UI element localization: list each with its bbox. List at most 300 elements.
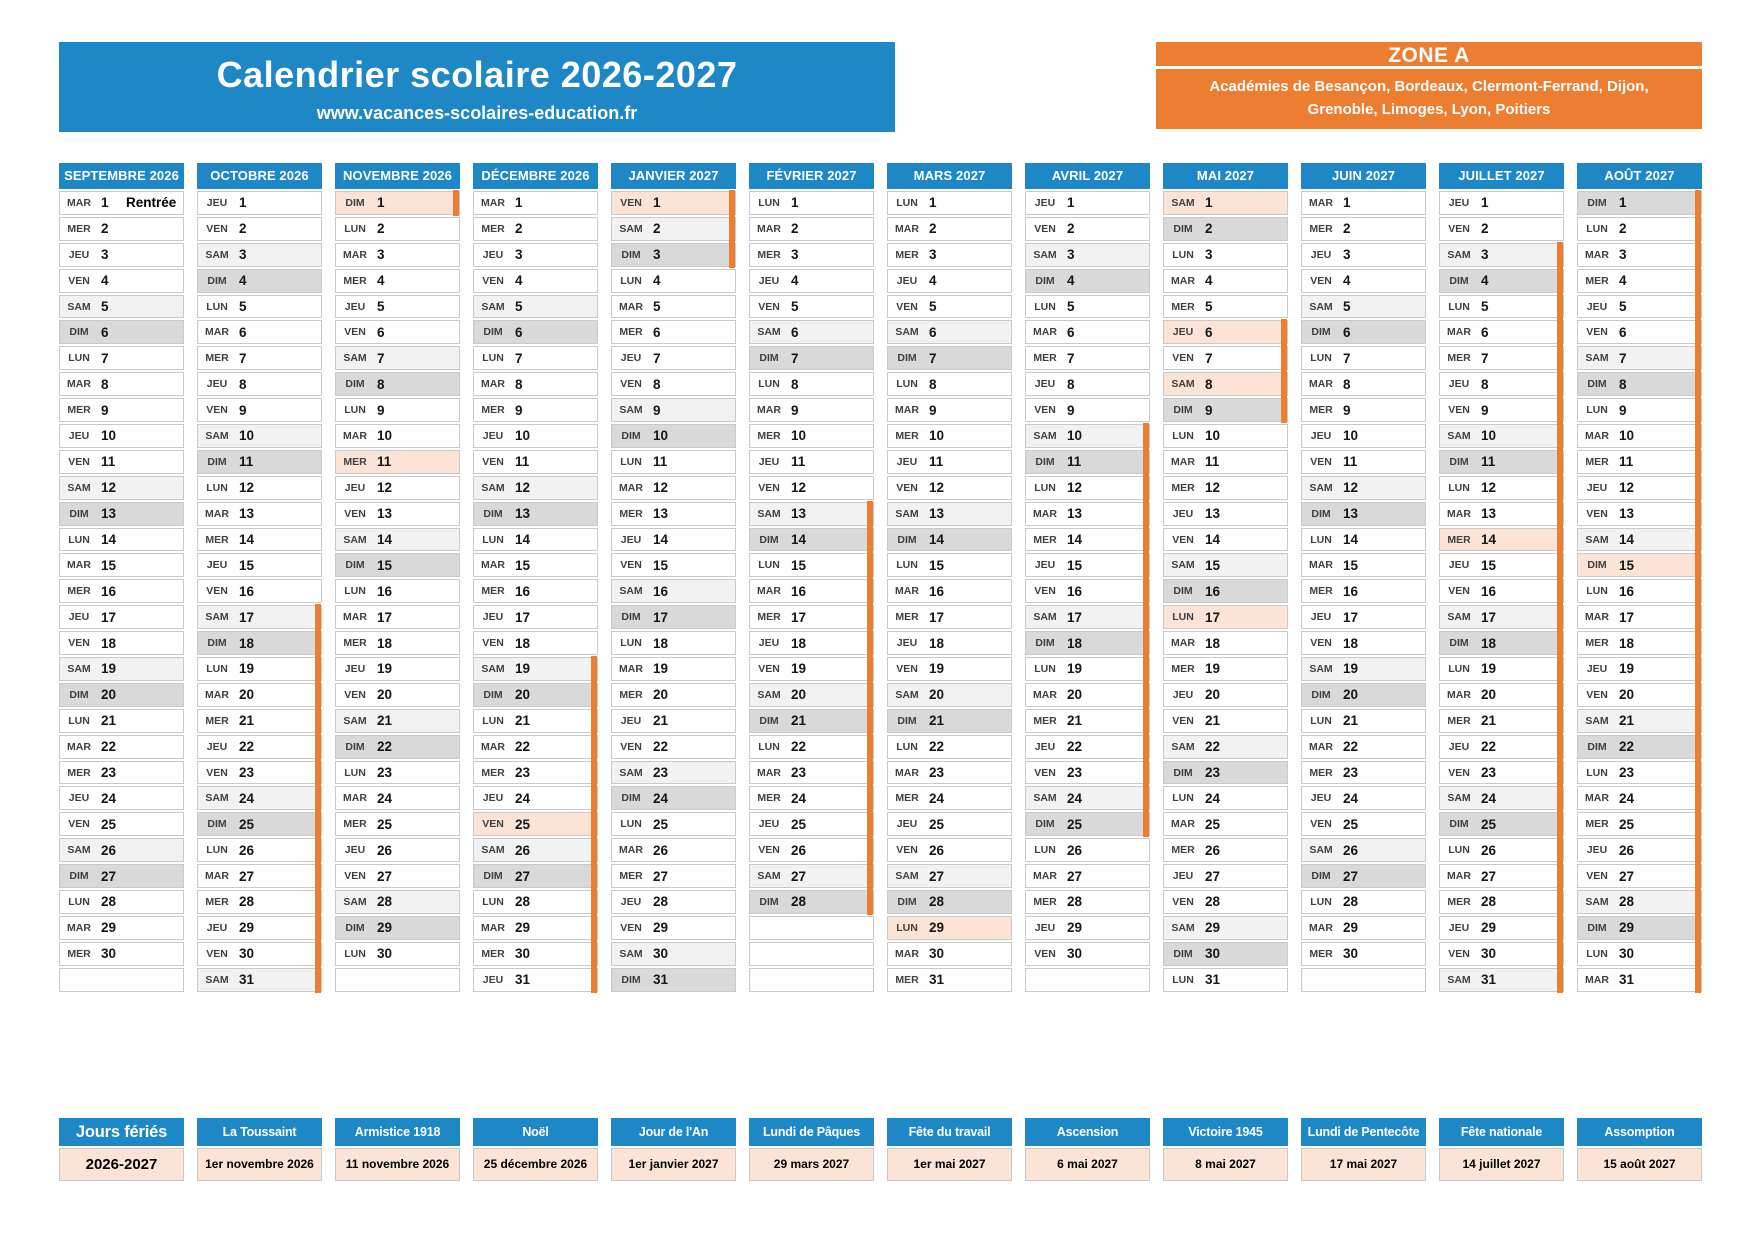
day-cell xyxy=(1439,605,1564,629)
weekday-label: SAM xyxy=(619,585,643,598)
day-number: 16 xyxy=(515,583,531,599)
day-cell xyxy=(887,838,1012,862)
day-number: 19 xyxy=(1619,661,1635,677)
vacation-bar xyxy=(1695,190,1701,216)
weekday-label: MER xyxy=(1447,895,1471,908)
vacation-bar xyxy=(1695,604,1701,630)
day-number: 30 xyxy=(515,946,531,962)
day-cell xyxy=(473,295,598,319)
weekday-label: MAR xyxy=(343,611,367,624)
day-number: 26 xyxy=(653,842,669,858)
vacation-bar xyxy=(1143,682,1149,708)
day-number: 21 xyxy=(377,713,393,729)
weekday-label: SAM xyxy=(757,688,781,701)
day-number: 29 xyxy=(515,920,531,936)
weekday-label: DIM xyxy=(759,895,779,908)
day-cell xyxy=(1577,890,1702,914)
day-number: 2 xyxy=(929,221,937,237)
day-cell xyxy=(1301,553,1426,577)
day-number: 14 xyxy=(653,532,669,548)
day-cell xyxy=(887,709,1012,733)
weekday-label: SAM xyxy=(1171,196,1195,209)
day-number: 13 xyxy=(101,506,117,522)
day-cell xyxy=(1163,579,1288,603)
day-cell xyxy=(1025,424,1150,448)
day-number: 3 xyxy=(1481,247,1489,263)
day-cell xyxy=(1163,838,1288,862)
day-number: 8 xyxy=(377,376,385,392)
day-number: 30 xyxy=(377,946,393,962)
day-number: 27 xyxy=(101,868,117,884)
weekday-label: MAR xyxy=(757,222,781,235)
vacation-bar xyxy=(1695,656,1701,682)
weekday-label: SAM xyxy=(1585,533,1609,546)
weekday-label: DIM xyxy=(69,870,89,883)
weekday-label: DIM xyxy=(759,352,779,365)
vacation-bar xyxy=(315,630,321,656)
weekday-label: LUN xyxy=(896,740,918,753)
day-cell xyxy=(1439,812,1564,836)
day-number: 12 xyxy=(515,480,531,496)
day-number: 27 xyxy=(1481,868,1497,884)
day-number: 8 xyxy=(653,376,661,392)
day-number: 31 xyxy=(239,972,255,988)
weekday-label: LUN xyxy=(758,740,780,753)
vacation-bar xyxy=(867,785,873,811)
weekday-label: MAR xyxy=(619,481,643,494)
day-cell xyxy=(59,916,184,940)
day-number: 25 xyxy=(101,816,117,832)
day-cell xyxy=(1301,476,1426,500)
zone-block xyxy=(1156,42,1702,132)
weekday-label: JEU xyxy=(482,429,504,442)
day-cell xyxy=(335,553,460,577)
day-number: 28 xyxy=(1205,894,1221,910)
weekday-label: SAM xyxy=(1171,921,1195,934)
vacation-bar xyxy=(315,682,321,708)
weekday-label: JEU xyxy=(896,274,918,287)
day-number: 19 xyxy=(1205,661,1221,677)
month-header: JUILLET 2027 xyxy=(1439,163,1564,189)
weekday-label: LUN xyxy=(1310,533,1332,546)
day-number: 19 xyxy=(1343,661,1359,677)
holiday-block xyxy=(749,1118,874,1181)
weekday-label: MER xyxy=(1585,637,1609,650)
weekday-label: SAM xyxy=(1309,481,1333,494)
day-number: 15 xyxy=(239,557,255,573)
day-number: 17 xyxy=(515,609,531,625)
weekday-label: MAR xyxy=(757,766,781,779)
day-number: 9 xyxy=(791,402,799,418)
day-number: 7 xyxy=(791,350,799,366)
day-number: 2 xyxy=(1619,221,1627,237)
day-number: 24 xyxy=(239,790,255,806)
weekday-label: SAM xyxy=(481,662,505,675)
weekday-label: SAM xyxy=(1033,611,1057,624)
day-number: 16 xyxy=(101,583,117,599)
weekday-label: SAM xyxy=(619,404,643,417)
day-number: 5 xyxy=(1343,299,1351,314)
day-cell xyxy=(887,346,1012,370)
day-cell xyxy=(197,502,322,526)
vacation-bar xyxy=(1557,889,1563,915)
day-number: 29 xyxy=(929,920,945,936)
weekday-label: VEN xyxy=(1034,222,1056,235)
day-number: 29 xyxy=(239,920,255,936)
day-cell xyxy=(749,864,874,888)
day-cell xyxy=(749,838,874,862)
day-cell xyxy=(611,838,736,862)
day-number: 16 xyxy=(1481,583,1497,599)
weekday-label: LUN xyxy=(620,274,642,287)
day-cell xyxy=(1163,657,1288,681)
day-number: 17 xyxy=(1067,609,1083,625)
day-number: 2 xyxy=(377,221,385,237)
day-number: 1 xyxy=(653,195,661,211)
day-cell xyxy=(59,269,184,293)
day-cell xyxy=(887,243,1012,267)
weekday-label: DIM xyxy=(897,714,917,727)
day-cell xyxy=(749,320,874,344)
weekday-label: VEN xyxy=(620,921,642,934)
weekday-label: JEU xyxy=(482,611,504,624)
day-number: 5 xyxy=(791,299,799,314)
day-number: 3 xyxy=(1343,247,1351,263)
weekday-label: MER xyxy=(1171,300,1195,313)
weekday-label: LUN xyxy=(1586,404,1608,417)
weekday-label: MER xyxy=(1309,585,1333,598)
holiday-date: 11 novembre 2026 xyxy=(335,1148,460,1181)
day-number: 28 xyxy=(929,894,945,910)
day-cell xyxy=(473,579,598,603)
weekday-label: JEU xyxy=(1586,300,1608,313)
day-number: 12 xyxy=(377,480,393,496)
vacation-bar xyxy=(1557,319,1563,345)
weekday-label: SAM xyxy=(205,973,229,986)
day-number: 4 xyxy=(377,273,385,289)
day-number: 8 xyxy=(101,376,109,392)
weekday-label: MAR xyxy=(1447,688,1471,701)
day-cell xyxy=(1577,631,1702,655)
day-number: 7 xyxy=(1343,350,1351,366)
day-cell xyxy=(887,657,1012,681)
vacation-bar xyxy=(1557,294,1563,320)
day-number: 27 xyxy=(653,868,669,884)
day-number: 4 xyxy=(1067,273,1075,289)
day-number: 6 xyxy=(1619,324,1627,340)
vacation-bar xyxy=(1281,371,1287,397)
weekday-label: JEU xyxy=(758,818,780,831)
day-cell xyxy=(197,217,322,241)
day-cell xyxy=(473,217,598,241)
weekday-label: VEN xyxy=(1448,947,1470,960)
vacation-bar xyxy=(1143,760,1149,786)
day-cell xyxy=(1163,631,1288,655)
weekday-label: LUN xyxy=(206,662,228,675)
day-cell xyxy=(1439,269,1564,293)
weekday-label: MAR xyxy=(343,248,367,261)
day-number: 31 xyxy=(1619,972,1635,988)
day-number: 27 xyxy=(239,868,255,884)
day-cell xyxy=(749,398,874,422)
month-header: DÉCEMBRE 2026 xyxy=(473,163,598,189)
weekday-label: JEU xyxy=(482,792,504,805)
weekday-label: SAM xyxy=(67,662,91,675)
weekday-label: JEU xyxy=(1586,481,1608,494)
weekday-label: MER xyxy=(67,766,91,779)
day-number: 16 xyxy=(653,583,669,599)
weekday-label: VEN xyxy=(1310,455,1332,468)
weekday-label: VEN xyxy=(206,585,228,598)
day-cell xyxy=(887,631,1012,655)
weekday-label: MER xyxy=(757,429,781,442)
day-cell xyxy=(1163,320,1288,344)
day-cell xyxy=(197,476,322,500)
day-cell xyxy=(197,942,322,966)
day-number: 2 xyxy=(1343,221,1351,237)
vacation-bar xyxy=(1143,423,1149,449)
vacation-bar xyxy=(1557,630,1563,656)
day-cell xyxy=(749,786,874,810)
day-number: 14 xyxy=(101,532,117,548)
day-number: 9 xyxy=(101,402,109,418)
month-header: AOÛT 2027 xyxy=(1577,163,1702,189)
day-cell xyxy=(59,191,184,215)
day-number: 24 xyxy=(653,790,669,806)
day-cell xyxy=(1301,786,1426,810)
weekday-label: VEN xyxy=(1034,404,1056,417)
weekday-label: MER xyxy=(1309,947,1333,960)
day-number: 27 xyxy=(515,868,531,884)
weekday-label: SAM xyxy=(343,895,367,908)
day-cell xyxy=(749,502,874,526)
day-number: 1 xyxy=(515,195,523,211)
day-cell xyxy=(335,631,460,655)
day-cell xyxy=(1577,864,1702,888)
weekday-label: LUN xyxy=(206,844,228,857)
weekday-label: MER xyxy=(481,947,505,960)
day-number: 9 xyxy=(1619,402,1627,418)
holiday-block xyxy=(1301,1118,1426,1181)
holiday-name: Noël xyxy=(473,1118,598,1146)
vacation-bar xyxy=(315,811,321,837)
day-cell xyxy=(1025,812,1150,836)
weekday-label: MAR xyxy=(757,585,781,598)
vacation-bar xyxy=(315,889,321,915)
day-number: 15 xyxy=(1205,557,1221,573)
day-cell xyxy=(473,269,598,293)
weekday-label: MAR xyxy=(619,662,643,675)
day-number: 13 xyxy=(1481,506,1497,522)
day-number: 3 xyxy=(653,247,661,263)
day-cell xyxy=(197,579,322,603)
day-cell xyxy=(1577,657,1702,681)
weekday-label: LUN xyxy=(1586,585,1608,598)
day-cell xyxy=(335,346,460,370)
day-cell xyxy=(1577,735,1702,759)
weekday-label: MAR xyxy=(481,559,505,572)
day-number: 14 xyxy=(929,532,945,548)
day-cell xyxy=(1301,502,1426,526)
day-cell xyxy=(887,424,1012,448)
day-number: 10 xyxy=(515,428,531,444)
day-cell xyxy=(1577,295,1702,319)
day-cell xyxy=(197,812,322,836)
day-number: 20 xyxy=(515,687,531,703)
weekday-label: LUN xyxy=(344,222,366,235)
day-cell xyxy=(749,346,874,370)
weekday-label: DIM xyxy=(621,611,641,624)
day-cell xyxy=(59,709,184,733)
day-cell xyxy=(611,424,736,448)
day-number: 20 xyxy=(1343,687,1359,703)
day-number: 9 xyxy=(515,402,523,418)
weekday-label: SAM xyxy=(205,611,229,624)
day-number: 7 xyxy=(929,350,937,366)
day-cell xyxy=(197,890,322,914)
day-cell xyxy=(1163,890,1288,914)
weekday-label: LUN xyxy=(1310,352,1332,365)
weekday-label: MAR xyxy=(1309,559,1333,572)
month-rows xyxy=(197,191,322,992)
vacation-bar xyxy=(1695,734,1701,760)
day-cell xyxy=(1163,605,1288,629)
day-number: 30 xyxy=(239,946,255,962)
day-cell xyxy=(1163,398,1288,422)
weekday-label: JEU xyxy=(482,248,504,261)
day-cell xyxy=(1163,916,1288,940)
day-cell xyxy=(473,631,598,655)
weekday-label: VEN xyxy=(620,559,642,572)
day-number: 21 xyxy=(653,713,669,729)
weekday-label: JEU xyxy=(1310,429,1332,442)
holiday-name: Fête nationale xyxy=(1439,1118,1564,1146)
day-number: 7 xyxy=(1619,350,1627,366)
day-number: 7 xyxy=(515,350,523,366)
day-cell xyxy=(1439,761,1564,785)
weekday-label: MAR xyxy=(757,404,781,417)
day-cell xyxy=(335,269,460,293)
vacation-bar xyxy=(315,863,321,889)
day-cell xyxy=(749,890,874,914)
day-number: 19 xyxy=(377,661,393,677)
vacation-bar xyxy=(1695,889,1701,915)
day-number: 22 xyxy=(791,739,807,755)
vacation-bar xyxy=(453,190,459,216)
day-cell xyxy=(197,243,322,267)
day-cell xyxy=(611,890,736,914)
weekday-label: VEN xyxy=(1310,637,1332,650)
day-cell xyxy=(1577,450,1702,474)
weekday-label: MER xyxy=(481,585,505,598)
weekday-label: VEN xyxy=(344,688,366,701)
day-cell xyxy=(473,372,598,396)
day-cell xyxy=(473,450,598,474)
day-number: 8 xyxy=(1067,376,1075,392)
weekday-label: JEU xyxy=(1172,688,1194,701)
day-number: 22 xyxy=(1205,739,1221,755)
day-number: 23 xyxy=(515,765,531,781)
day-number: 1 xyxy=(791,195,799,211)
day-number: 19 xyxy=(239,661,255,677)
day-cell xyxy=(59,528,184,552)
day-number: 11 xyxy=(1205,454,1220,470)
day-cell xyxy=(611,579,736,603)
day-number: 2 xyxy=(239,221,247,237)
weekday-label: MER xyxy=(895,248,919,261)
day-cell xyxy=(59,786,184,810)
day-number: 17 xyxy=(101,609,117,625)
holiday-date: 25 décembre 2026 xyxy=(473,1148,598,1181)
day-cell xyxy=(1163,269,1288,293)
day-number: 12 xyxy=(929,480,945,496)
day-number: 9 xyxy=(1067,402,1075,418)
weekday-label: MAR xyxy=(1171,637,1195,650)
day-cell xyxy=(59,657,184,681)
day-number: 19 xyxy=(1067,661,1083,677)
weekday-label: VEN xyxy=(482,455,504,468)
holiday-block xyxy=(1439,1118,1564,1181)
weekday-label: JEU xyxy=(1448,921,1470,934)
weekday-label: DIM xyxy=(207,818,227,831)
day-cell xyxy=(1301,709,1426,733)
weekday-label: MAR xyxy=(1309,196,1333,209)
day-number: 16 xyxy=(1619,583,1635,599)
day-number: 26 xyxy=(1481,842,1497,858)
vacation-bar xyxy=(1143,449,1149,475)
day-number: 27 xyxy=(1619,868,1635,884)
day-number: 23 xyxy=(791,765,807,781)
day-cell xyxy=(887,502,1012,526)
day-number: 12 xyxy=(101,480,117,496)
day-cell xyxy=(749,735,874,759)
vacation-bar xyxy=(1557,682,1563,708)
day-cell xyxy=(1025,709,1150,733)
day-number: 10 xyxy=(101,428,117,444)
day-cell xyxy=(335,864,460,888)
weekday-label: MAR xyxy=(205,870,229,883)
day-number: 25 xyxy=(1067,816,1083,832)
vacation-bar xyxy=(1281,319,1287,345)
month-column xyxy=(749,163,874,994)
day-cell xyxy=(611,683,736,707)
weekday-label: MER xyxy=(757,611,781,624)
day-number: 20 xyxy=(791,687,807,703)
day-cell xyxy=(749,295,874,319)
day-cell xyxy=(887,191,1012,215)
day-cell xyxy=(1577,476,1702,500)
day-cell xyxy=(887,579,1012,603)
day-number: 21 xyxy=(929,713,945,729)
weekday-label: SAM xyxy=(1447,792,1471,805)
vacation-bar xyxy=(1695,915,1701,941)
month-column xyxy=(1439,163,1564,994)
day-number: 1 xyxy=(239,195,247,211)
vacation-bar xyxy=(1557,837,1563,863)
vacation-bar xyxy=(1557,501,1563,527)
day-number: 15 xyxy=(929,557,945,573)
weekday-label: SAM xyxy=(1171,740,1195,753)
vacation-bar xyxy=(591,941,597,967)
day-cell xyxy=(473,735,598,759)
day-number: 4 xyxy=(791,273,799,289)
day-number: 11 xyxy=(377,454,392,470)
day-cell xyxy=(887,528,1012,552)
holiday-block xyxy=(473,1118,598,1181)
day-cell xyxy=(1301,191,1426,215)
day-number: 27 xyxy=(377,868,393,884)
day-cell xyxy=(59,424,184,448)
